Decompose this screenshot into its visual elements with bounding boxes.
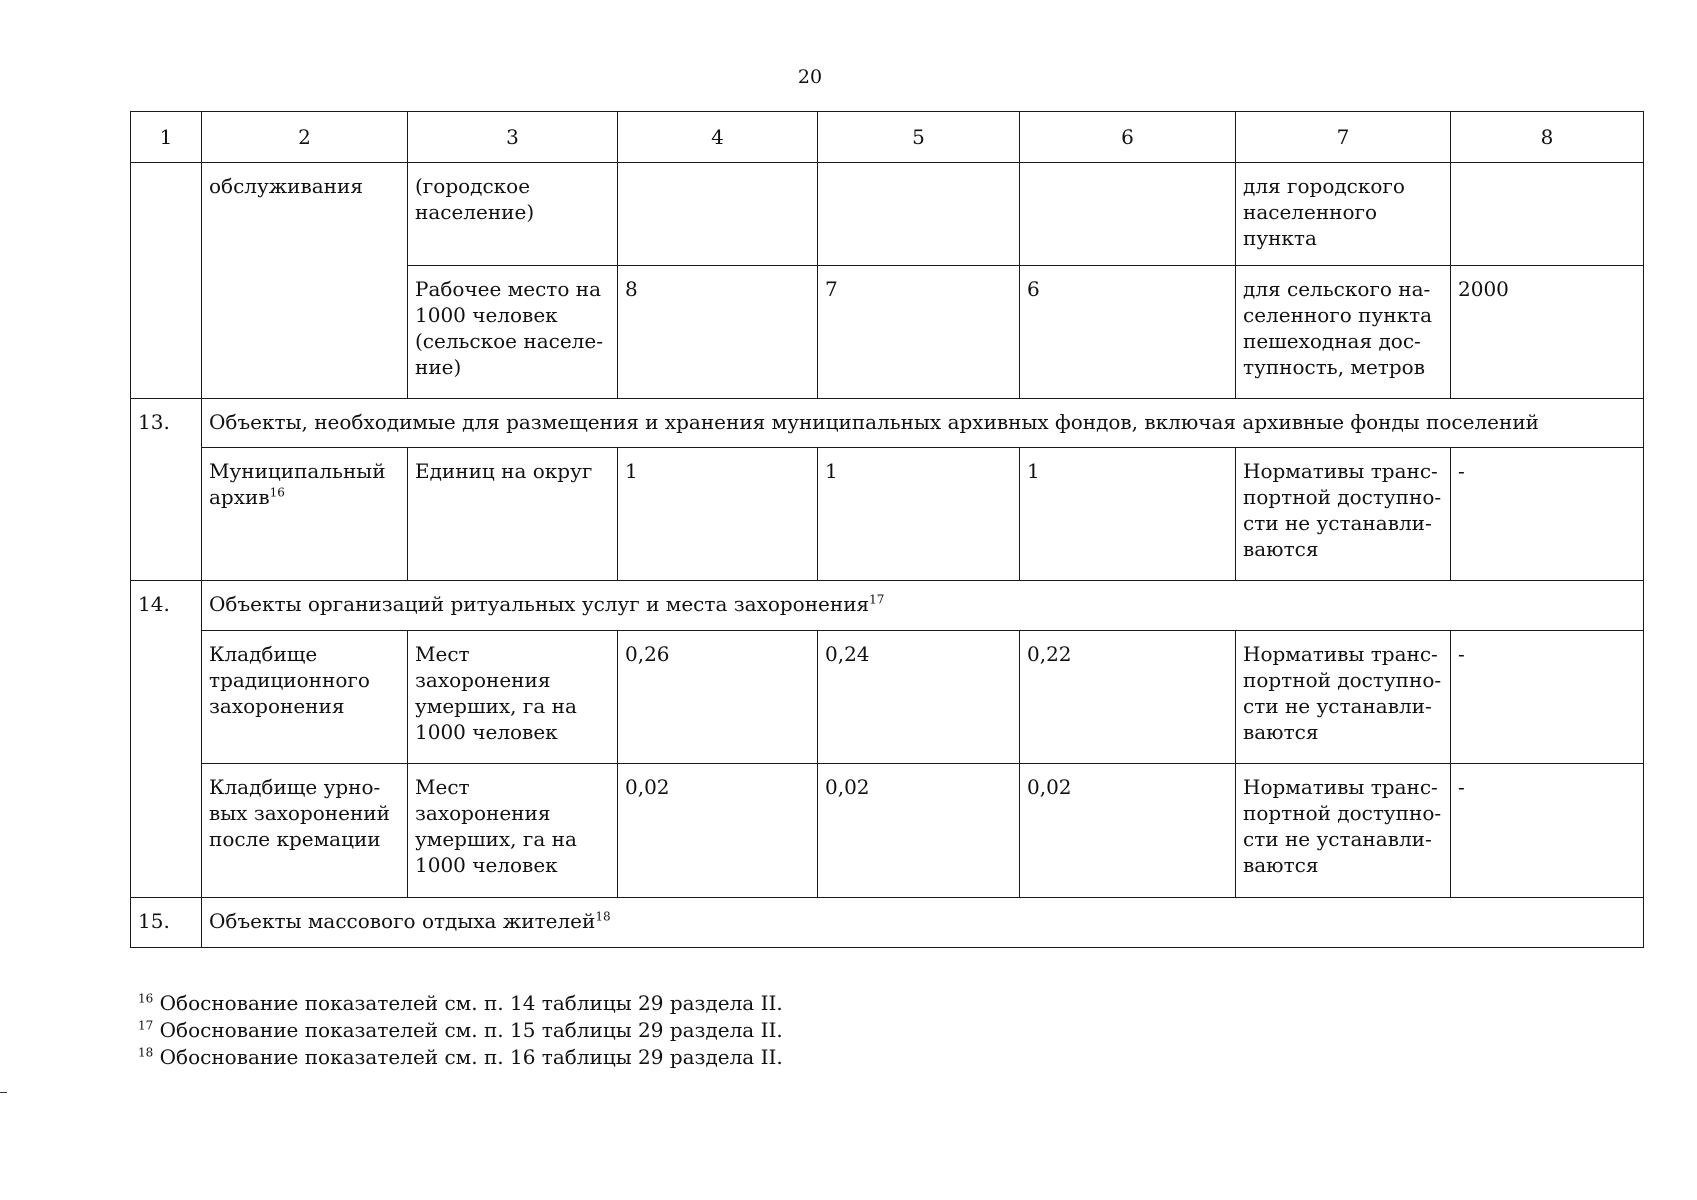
value-cell: 0,26 [618,631,818,764]
value-cell: 6 [1020,266,1236,399]
object-name-cell [202,448,408,581]
footnote-mark: 18 [138,1045,154,1060]
section-row [131,581,1644,631]
object-name-cell: Кладбище традиционного захоронения [202,631,408,764]
value-cell: 0,22 [1020,631,1236,764]
object-name-cell: обслуживания [202,163,408,399]
access-cell: Нормативы транс-портной доступно-сти не устанавли-ваются [1236,631,1451,764]
footnotes [138,990,783,1071]
value-cell: 7 [818,266,1020,399]
footnote-text: Обоснование показателей см. п. 14 таблицы 29 раздела II. [159,991,783,1015]
footnote-ref: 18 [595,909,611,924]
access-cell: для городского населенного пункта [1236,163,1451,266]
page-number: 20 [797,66,823,88]
margin-mark [0,1092,7,1093]
footnote-text: Обоснование показателей см. п. 15 таблицы 29 раздела II. [159,1018,783,1042]
value-cell: 0,24 [818,631,1020,764]
column-header: 3 [408,112,618,163]
column-header: 1 [131,112,202,163]
value-cell: 1 [618,448,818,581]
footnote-text: Обоснование показателей см. п. 16 таблицы 29 раздела II. [159,1045,783,1069]
value-cell: - [1451,631,1644,764]
section-number: 15. [131,898,202,948]
value-cell [618,163,818,266]
table-row [131,764,1644,898]
section-title [202,399,1644,448]
footnote-mark: 16 [138,991,154,1006]
unit-cell: Единиц на округ [408,448,618,581]
value-cell: - [1451,448,1644,581]
section-title [202,898,1644,948]
object-name-cell: Кладбище урно-вых захоронений после кремации [202,764,408,898]
section-number: 14. [131,581,202,898]
column-header: 5 [818,112,1020,163]
value-cell: - [1451,764,1644,898]
value-cell [1020,163,1236,266]
section-title-text: Объекты массового отдыха жителей [209,909,596,933]
footnote-ref: 17 [869,592,885,607]
header-row [131,112,1644,163]
section-title-text: Объекты организаций ритуальных услуг и места захоронения [209,592,870,616]
value-cell [1451,163,1644,266]
footnote [138,1044,783,1071]
unit-cell: (городское население) [408,163,618,266]
value-cell: 0,02 [618,764,818,898]
unit-cell: Мест захоронения умерших, га на 1000 человек [408,631,618,764]
value-cell: 0,02 [1020,764,1236,898]
section-title [202,581,1644,631]
object-name-text: Муниципальный архив [209,459,386,509]
value-cell: 2000 [1451,266,1644,399]
unit-cell: Рабочее место на 1000 человек (сельское населе-ние) [408,266,618,399]
value-cell: 8 [618,266,818,399]
standards-table [130,111,1644,948]
section-title-text: Объекты, необходимые для размещения и хранения муниципальных архивных фондов, включая архивные фонды поселений [209,410,1539,434]
column-header: 4 [618,112,818,163]
table-row [131,448,1644,581]
footnote-ref: 16 [269,485,285,500]
footnote [138,1017,783,1044]
section-row [131,898,1644,948]
value-cell: 1 [1020,448,1236,581]
column-header: 8 [1451,112,1644,163]
table-row [131,163,1644,266]
value-cell: 1 [818,448,1020,581]
column-header: 7 [1236,112,1451,163]
footnote-mark: 17 [138,1018,154,1033]
access-cell: Нормативы транс-портной доступно-сти не устанавли-ваются [1236,764,1451,898]
row-number-cell [131,163,202,399]
value-cell [818,163,1020,266]
column-header: 6 [1020,112,1236,163]
access-cell: для сельского на-селенного пункта пешеходная дос-тупность, метров [1236,266,1451,399]
section-number: 13. [131,399,202,581]
footnote [138,990,783,1017]
access-cell: Нормативы транс-портной доступно-сти не устанавли-ваются [1236,448,1451,581]
column-header: 2 [202,112,408,163]
table-row [131,631,1644,764]
section-row [131,399,1644,448]
unit-cell: Мест захоронения умерших, га на 1000 человек [408,764,618,898]
value-cell: 0,02 [818,764,1020,898]
